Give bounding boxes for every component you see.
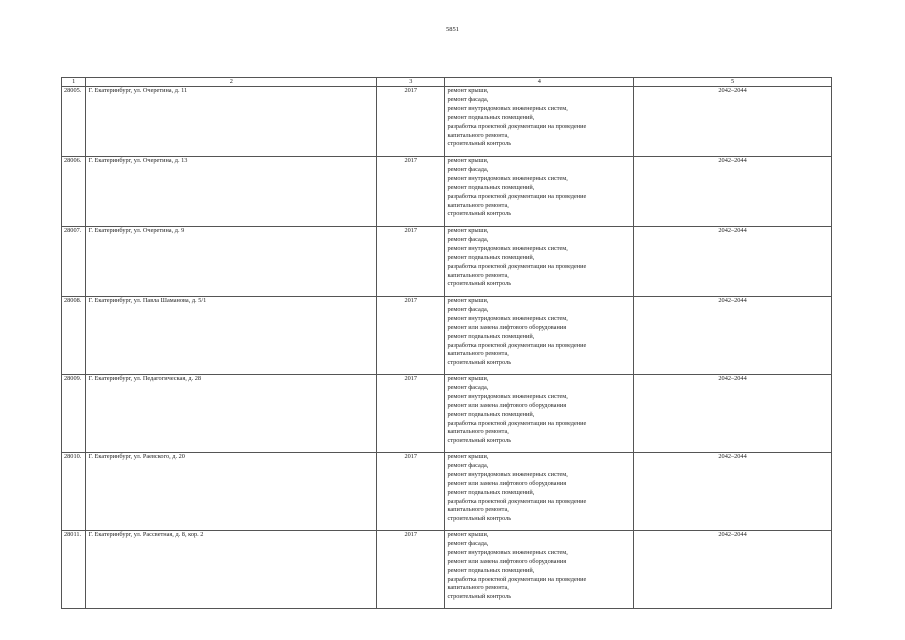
- work-item: капитального ремонта,: [447, 350, 509, 358]
- work-item: капитального ремонта,: [447, 428, 509, 436]
- work-item: ремонт или замена лифтового оборудования: [447, 401, 567, 409]
- work-item: строительный контроль: [447, 437, 512, 445]
- work-item: строительный контроль: [447, 515, 512, 523]
- row-address: Г. Екатеринбург, ул. Раевского, д. 20: [86, 453, 377, 531]
- row-year: 2017: [377, 531, 445, 609]
- work-item: ремонт внутридомовых инженерных систем,: [447, 104, 568, 112]
- work-item: ремонт или замена лифтового оборудования: [447, 557, 567, 565]
- work-item: капитального ремонта,: [447, 584, 509, 592]
- row-year: 2017: [377, 227, 445, 297]
- work-item: ремонт фасада,: [447, 461, 489, 469]
- row-number: 28009.: [62, 375, 86, 453]
- work-item: ремонт подвальных помещений,: [447, 183, 535, 191]
- work-item: ремонт внутридомовых инженерных систем,: [447, 244, 568, 252]
- row-works: [445, 375, 634, 453]
- work-item: строительный контроль: [447, 593, 512, 601]
- table-row: [62, 157, 832, 227]
- table-row: [62, 375, 832, 453]
- work-item: ремонт фасада,: [447, 165, 489, 173]
- row-address: Г. Екатеринбург, ул. Очеретина, д. 9: [86, 227, 377, 297]
- table-row: [62, 297, 832, 375]
- work-item: ремонт фасада,: [447, 305, 489, 313]
- column-header-4: 4: [445, 78, 634, 87]
- row-period: 2042–2044: [634, 87, 832, 157]
- row-address: Г. Екатеринбург, ул. Очеретина, д. 13: [86, 157, 377, 227]
- work-item: разработка проектной документации на проведение: [447, 262, 587, 270]
- work-item: ремонт подвальных помещений,: [447, 566, 535, 574]
- work-item: ремонт подвальных помещений,: [447, 332, 535, 340]
- work-item: ремонт крыши,: [447, 531, 489, 538]
- work-item: ремонт внутридомовых инженерных систем,: [447, 470, 568, 478]
- work-item: строительный контроль: [447, 210, 512, 218]
- row-works: [445, 227, 634, 297]
- repair-schedule-table: [61, 77, 832, 609]
- row-number: 28006.: [62, 157, 86, 227]
- row-address: Г. Екатеринбург, ул. Рассветная, д. 8, кор. 2: [86, 531, 377, 609]
- work-item: ремонт подвальных помещений,: [447, 113, 535, 121]
- table-body: [62, 78, 832, 609]
- work-item: ремонт подвальных помещений,: [447, 488, 535, 496]
- row-period: 2042–2044: [634, 157, 832, 227]
- column-header-5: 5: [634, 78, 832, 87]
- row-number: 28008.: [62, 297, 86, 375]
- work-item: ремонт крыши,: [447, 453, 489, 460]
- page-number: 5851: [446, 26, 459, 33]
- work-item: разработка проектной документации на проведение: [447, 497, 587, 505]
- row-works: [445, 453, 634, 531]
- work-item: ремонт фасада,: [447, 95, 489, 103]
- row-works: [445, 297, 634, 375]
- work-item: разработка проектной документации на проведение: [447, 341, 587, 349]
- row-period: 2042–2044: [634, 227, 832, 297]
- row-works: [445, 87, 634, 157]
- row-address: Г. Екатеринбург, ул. Павла Шаманова, д. 5/1: [86, 297, 377, 375]
- work-item: ремонт внутридомовых инженерных систем,: [447, 392, 568, 400]
- work-item: ремонт подвальных помещений,: [447, 253, 535, 261]
- row-year: 2017: [377, 375, 445, 453]
- work-item: ремонт крыши,: [447, 157, 489, 164]
- work-item: капитального ремонта,: [447, 131, 509, 139]
- row-year: 2017: [377, 297, 445, 375]
- work-item: ремонт фасада,: [447, 235, 489, 243]
- work-item: ремонт крыши,: [447, 227, 489, 234]
- row-period: 2042–2044: [634, 297, 832, 375]
- row-period: 2042–2044: [634, 375, 832, 453]
- work-item: ремонт внутридомовых инженерных систем,: [447, 314, 568, 322]
- table-row: [62, 87, 832, 157]
- row-works: [445, 157, 634, 227]
- work-item: ремонт или замена лифтового оборудования: [447, 479, 567, 487]
- row-year: 2017: [377, 87, 445, 157]
- table-row: [62, 227, 832, 297]
- table-row: [62, 531, 832, 609]
- work-item: разработка проектной документации на проведение: [447, 192, 587, 200]
- table-row: [62, 453, 832, 531]
- work-item: капитального ремонта,: [447, 506, 509, 514]
- work-item: строительный контроль: [447, 280, 512, 288]
- work-item: строительный контроль: [447, 359, 512, 367]
- row-number: 28005.: [62, 87, 86, 157]
- work-item: капитального ремонта,: [447, 271, 509, 279]
- work-item: ремонт внутридомовых инженерных систем,: [447, 174, 568, 182]
- column-header-2: 2: [86, 78, 377, 87]
- work-item: ремонт фасада,: [447, 383, 489, 391]
- column-header-1: 1: [62, 78, 86, 87]
- column-header-row: [62, 78, 832, 87]
- row-period: 2042–2044: [634, 453, 832, 531]
- work-item: капитального ремонта,: [447, 201, 509, 209]
- row-year: 2017: [377, 453, 445, 531]
- row-number: 28007.: [62, 227, 86, 297]
- work-item: строительный контроль: [447, 140, 512, 148]
- row-number: 28010.: [62, 453, 86, 531]
- row-year: 2017: [377, 157, 445, 227]
- work-item: ремонт внутридомовых инженерных систем,: [447, 548, 568, 556]
- row-period: 2042–2044: [634, 531, 832, 609]
- row-address: Г. Екатеринбург, ул. Очеретина, д. 11: [86, 87, 377, 157]
- row-works: [445, 531, 634, 609]
- work-item: ремонт или замена лифтового оборудования: [447, 323, 567, 331]
- work-item: ремонт подвальных помещений,: [447, 410, 535, 418]
- column-header-3: 3: [377, 78, 445, 87]
- work-item: ремонт крыши,: [447, 375, 489, 382]
- row-number: 28011.: [62, 531, 86, 609]
- work-item: разработка проектной документации на проведение: [447, 575, 587, 583]
- work-item: ремонт крыши,: [447, 297, 489, 304]
- work-item: ремонт фасада,: [447, 539, 489, 547]
- work-item: ремонт крыши,: [447, 87, 489, 94]
- work-item: разработка проектной документации на проведение: [447, 419, 587, 427]
- row-address: Г. Екатеринбург, ул. Педагогическая, д. 28: [86, 375, 377, 453]
- work-item: разработка проектной документации на проведение: [447, 122, 587, 130]
